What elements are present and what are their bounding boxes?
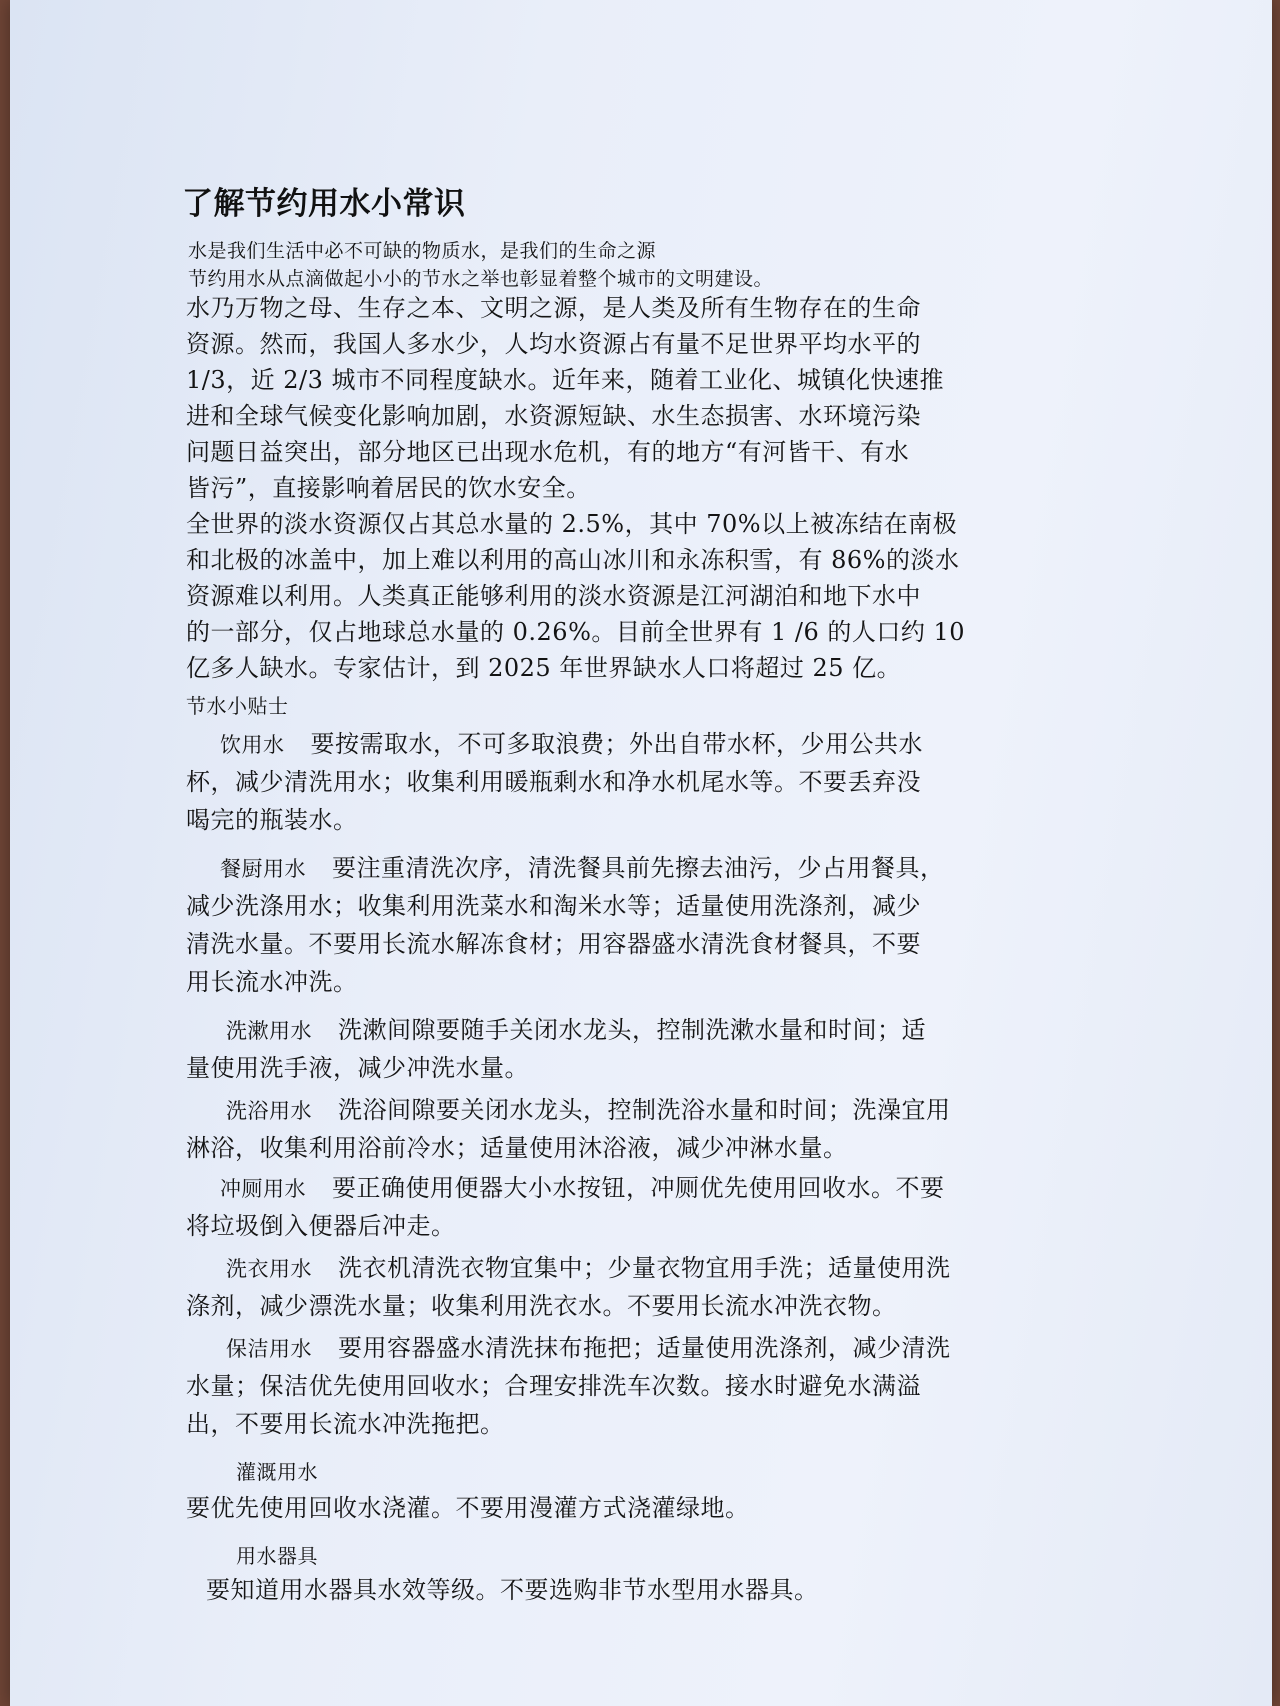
- tip-text: 淋浴，收集利用浴前冷水；适量使用沐浴液，减少冲淋水量。: [186, 1134, 848, 1162]
- tip-laundry-first-line: [226, 1248, 951, 1283]
- tip-washing-first-line: [226, 1010, 926, 1045]
- intro-line-1: 水是我们生活中必不可缺的物质水，是我们的生命之源: [188, 240, 657, 262]
- tip-text: 要用容器盛水清洗抹布拖把；适量使用洗涤剂，减少清洗: [338, 1334, 951, 1362]
- tip-name: 餐厨用水: [220, 857, 306, 881]
- tip-text: 要优先使用回收水浇灌。不要用漫灌方式浇灌绿地。: [186, 1494, 750, 1522]
- tip-name: 灌溉用水: [236, 1460, 318, 1484]
- tips-heading: 节水小贴士: [186, 694, 289, 718]
- paragraph1-line: 资源。然而，我国人多水少，人均水资源占有量不足世界平均水平的: [186, 330, 921, 358]
- tip-text: 要按需取水，不可多取浪费；外出自带水杯，少用公共水: [310, 730, 923, 758]
- tip-toilet-first-line: [220, 1168, 945, 1203]
- tip-text: 洗衣机清洗衣物宜集中；少量衣物宜用手洗；适量使用洗: [338, 1254, 951, 1282]
- tip-text: 喝完的瓶装水。: [186, 806, 358, 834]
- tip-name: 饮用水: [220, 733, 285, 757]
- tip-text: 减少洗涤用水；收集利用洗菜水和淘米水等；适量使用洗涤剂，减少: [186, 892, 921, 920]
- tip-text: 量使用洗手液，减少冲洗水量。: [186, 1054, 529, 1082]
- paragraph2-line: 的一部分，仅占地球总水量的 0.26%。目前全世界有 1 /6 的人口约 10: [186, 618, 966, 646]
- tip-text: 要注重清洗次序，清洗餐具前先擦去油污，少占用餐具，: [332, 854, 945, 882]
- document-title: 了解节约用水小常识: [182, 186, 466, 222]
- tip-cleaning-first-line: [226, 1328, 951, 1363]
- tip-text: 洗漱间隙要随手关闭水龙头，控制洗漱水量和时间；适: [338, 1016, 926, 1044]
- tip-name: 洗浴用水: [226, 1099, 312, 1123]
- paragraph1-line: 1/3，近 2/3 城市不同程度缺水。近年来，随着工业化、城镇化快速推: [186, 366, 945, 394]
- paper-sheet: [10, 0, 1272, 1706]
- tip-bathing-first-line: [226, 1090, 951, 1125]
- tip-text: 要正确使用便器大小水按钮，冲厕优先使用回收水。不要: [332, 1174, 945, 1202]
- tip-drinking-first-line: [220, 724, 923, 759]
- paragraph2-line: 资源难以利用。人类真正能够利用的淡水资源是江河湖泊和地下水中: [186, 582, 921, 610]
- paragraph1-line: 问题日益突出，部分地区已出现水危机，有的地方“有河皆干、有水: [186, 438, 910, 466]
- paragraph2-line: 全世界的淡水资源仅占其总水量的 2.5%，其中 70%以上被冻结在南极: [186, 510, 958, 538]
- tip-name: 用水器具: [236, 1544, 318, 1568]
- tip-kitchen-first-line: [220, 848, 945, 883]
- tip-text: 洗浴间隙要关闭水龙头，控制洗浴水量和时间；洗澡宜用: [338, 1096, 951, 1124]
- paragraph2-line: 亿多人缺水。专家估计，到 2025 年世界缺水人口将超过 25 亿。: [186, 654, 902, 682]
- tip-text: 杯，减少清洗用水；收集利用暖瓶剩水和净水机尾水等。不要丢弃没: [186, 768, 921, 796]
- tip-name: 保洁用水: [226, 1337, 312, 1361]
- paragraph1-line: 皆污”，直接影响着居民的饮水安全。: [186, 474, 591, 502]
- tip-name: 洗衣用水: [226, 1257, 312, 1281]
- tip-text: 出，不要用长流水冲洗拖把。: [186, 1410, 505, 1438]
- paragraph1-line: 水乃万物之母、生存之本、文明之源，是人类及所有生物存在的生命: [186, 294, 921, 322]
- tip-text: 涤剂，减少漂洗水量；收集利用洗衣水。不要用长流水冲洗衣物。: [186, 1292, 897, 1320]
- tip-text: 用长流水冲洗。: [186, 968, 358, 996]
- tip-text: 水量；保洁优先使用回收水；合理安排洗车次数。接水时避免水满溢: [186, 1372, 921, 1400]
- paragraph2-line: 和北极的冰盖中，加上难以利用的高山冰川和永冻积雪，有 86%的淡水: [186, 546, 960, 574]
- tip-text: 要知道用水器具水效等级。不要选购非节水型用水器具。: [206, 1576, 819, 1604]
- tip-text: 清洗水量。不要用长流水解冻食材；用容器盛水清洗食材餐具，不要: [186, 930, 921, 958]
- paragraph1-line: 进和全球气候变化影响加剧，水资源短缺、水生态损害、水环境污染: [186, 402, 921, 430]
- tip-text: 将垃圾倒入便器后冲走。: [186, 1212, 456, 1240]
- tip-name: 洗漱用水: [226, 1019, 312, 1043]
- tip-name: 冲厕用水: [220, 1177, 306, 1201]
- intro-line-2: 节约用水从点滴做起小小的节水之举也彰显着整个城市的文明建设。: [188, 268, 774, 290]
